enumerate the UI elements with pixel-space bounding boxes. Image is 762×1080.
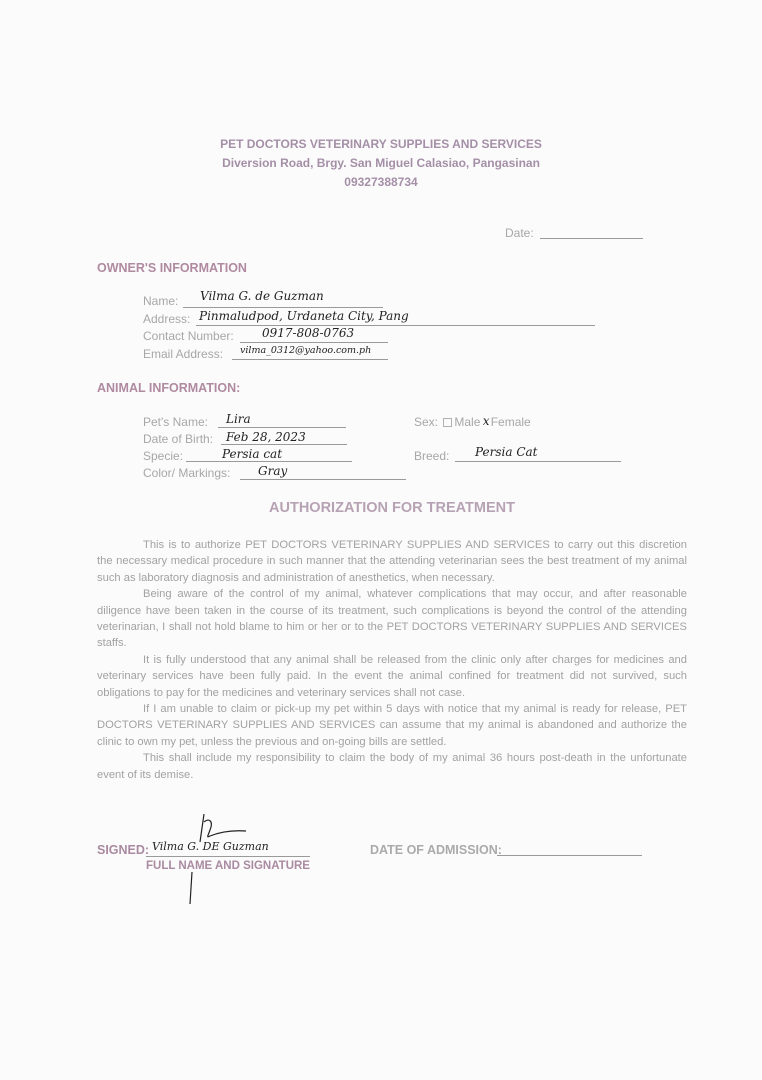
- authorization-paragraph: It is fully understood that any animal shall be released from the clinic only after charges for medicines and veterinary services have been fully paid. In the event the animal confined for treatment did not survived, such obligations to pay for the medicines and veterinary services shall not case.: [97, 653, 687, 699]
- authorization-title: AUTHORIZATION FOR TREATMENT: [269, 500, 515, 516]
- sex-field: [414, 415, 531, 429]
- signed-label: SIGNED:: [97, 843, 150, 857]
- sex-label: Sex:: [414, 415, 439, 429]
- date-label: Date:: [505, 226, 534, 240]
- authorization-paragraph: This shall include my responsibility to claim the body of my animal 36 hours post-death in the unfortunate event of its demise.: [97, 752, 687, 781]
- dob-field[interactable]: [221, 444, 347, 445]
- clinic-phone: 09327388734: [344, 175, 418, 189]
- specie-label: Specie:: [143, 449, 184, 463]
- pet-name-label: Pet's Name:: [143, 415, 208, 429]
- authorization-paragraph: If I am unable to claim or pick-up my pet within 5 days with notice that my animal is ready for release, PET DOCTORS VETERINARY SUPPLIES AND SERVICES can assume that my animal is abandoned and authorize the clinic to own my pet, unless the previous and on-going bills are settled.: [97, 703, 687, 748]
- owner-email-field[interactable]: [232, 359, 388, 360]
- owner-email-value: vilma_0312@yahoo.com.ph: [240, 345, 372, 356]
- owner-address-value: Pinmaludpod, Urdaneta City, Pang: [199, 309, 409, 323]
- owner-contact-field[interactable]: [240, 342, 388, 343]
- signature-caption: FULL NAME AND SIGNATURE: [146, 860, 310, 872]
- color-field[interactable]: [240, 479, 406, 480]
- sex-female-option[interactable]: [484, 415, 531, 429]
- pet-name-field[interactable]: [218, 427, 346, 428]
- sex-male-label: Male: [454, 415, 481, 429]
- owner-section-title: OWNER'S INFORMATION: [97, 261, 247, 275]
- owner-name-field[interactable]: [183, 307, 383, 308]
- owner-name-label: Name:: [143, 294, 179, 308]
- specie-field[interactable]: [186, 461, 352, 462]
- color-value: Gray: [258, 464, 288, 478]
- signed-name-value: Vilma G. DE Guzman: [152, 840, 269, 853]
- breed-field[interactable]: [455, 461, 621, 462]
- owner-name-value: Vilma G. de Guzman: [200, 289, 324, 303]
- handwritten-signature-icon: [180, 800, 250, 910]
- animal-section-title: ANIMAL INFORMATION:: [97, 381, 241, 395]
- breed-value: Persia Cat: [475, 445, 538, 459]
- clinic-address: Diversion Road, Brgy. San Miguel Calasiao, Pangasinan: [222, 156, 540, 170]
- owner-address-label: Address:: [143, 312, 191, 326]
- owner-address-field[interactable]: [196, 325, 595, 326]
- breed-label: Breed:: [414, 449, 450, 463]
- admission-label: DATE OF ADMISSION:: [370, 843, 502, 857]
- admission-date-field[interactable]: [497, 855, 642, 856]
- owner-contact-value: 0917-808-0763: [262, 326, 355, 340]
- sex-female-mark: x: [482, 414, 490, 428]
- clinic-name: PET DOCTORS VETERINARY SUPPLIES AND SERVICES: [220, 137, 542, 151]
- dob-label: Date of Birth:: [143, 432, 214, 446]
- date-field[interactable]: [540, 238, 643, 239]
- sex-female-label: Female: [490, 415, 531, 429]
- sex-male-checkbox[interactable]: [443, 418, 452, 427]
- dob-value: Feb 28, 2023: [226, 430, 306, 444]
- owner-email-label: Email Address:: [143, 347, 224, 361]
- owner-contact-label: Contact Number:: [143, 329, 234, 343]
- pet-name-value: Lira: [226, 412, 251, 426]
- authorization-paragraph: This is to authorize PET DOCTORS VETERINARY SUPPLIES AND SERVICES to carry out this discretion the necessary medical procedure in such manner that the attending veterinarian sees the best treatment of my animal such as laboratory diagnosis and administration of anesthetics, when necessary.: [97, 539, 687, 584]
- authorization-text: [97, 537, 687, 783]
- color-label: Color/ Markings:: [143, 466, 231, 480]
- authorization-paragraph: Being aware of the control of my animal, whatever complications that may occur, and after reasonable diligence have been taken in the course of its treatment, such complications is beyond the control of the attending veterinarian, I shall not hold blame to him or her or to the PET DOCTORS VETERINARY SUPPLIES AND SERVICES staffs.: [97, 588, 687, 650]
- specie-value: Persia cat: [222, 447, 283, 461]
